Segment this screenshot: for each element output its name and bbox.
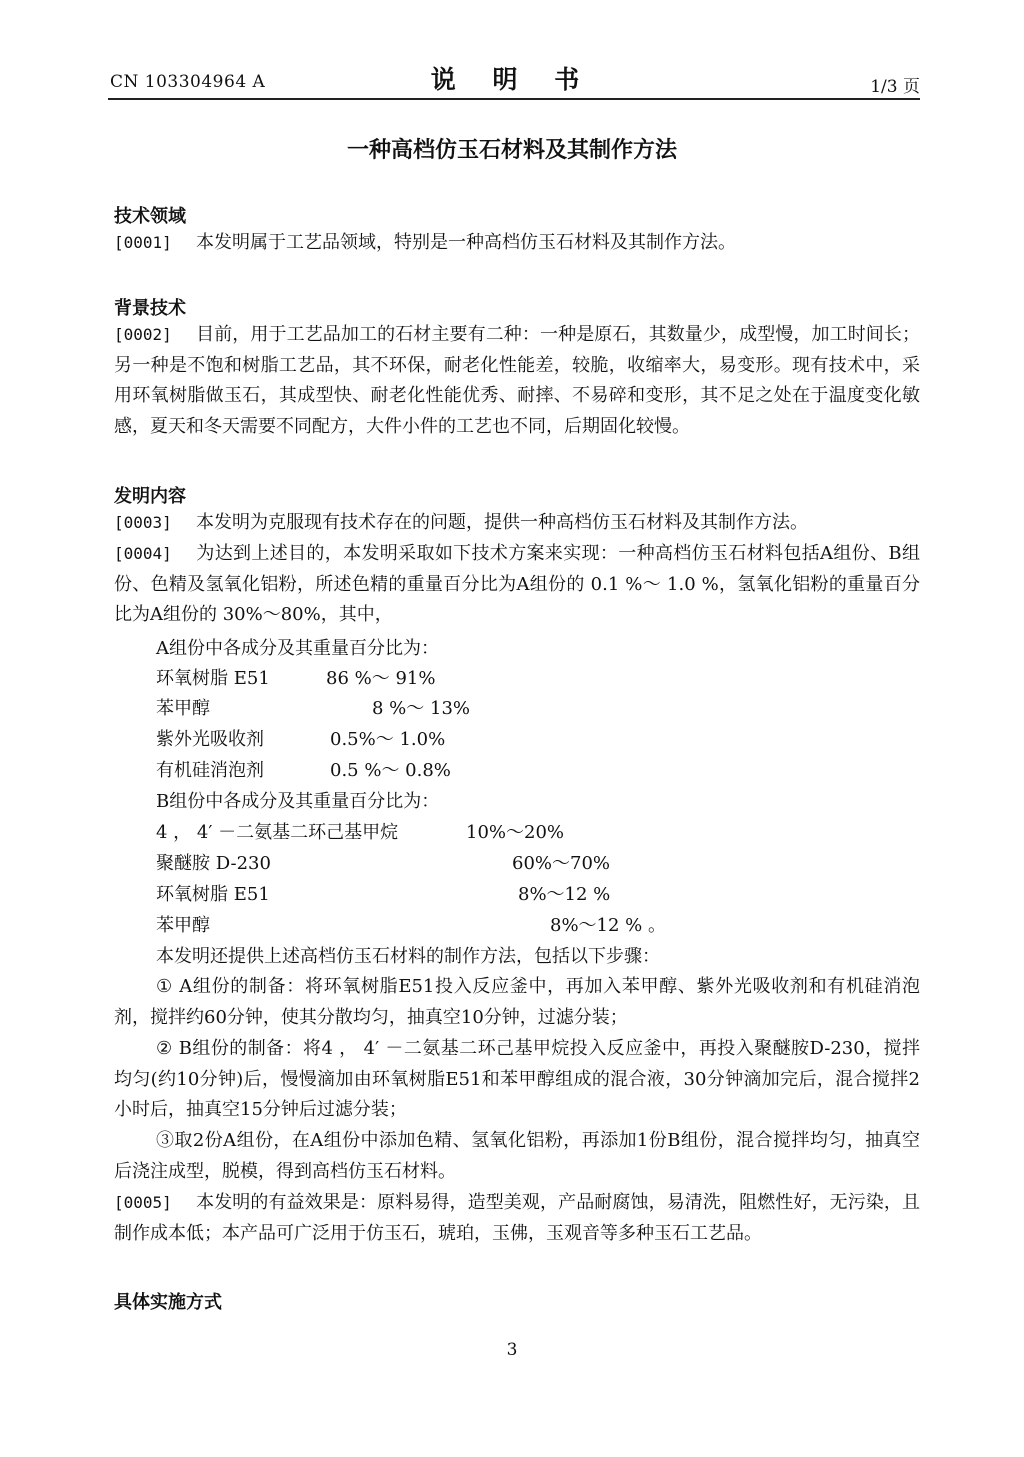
- a-item-pct: 0.5%～ 1.0%: [330, 729, 446, 750]
- paragraph-number: [0005]: [114, 1193, 172, 1212]
- b-item-name: 聚醚胺 D-230: [156, 853, 271, 874]
- document-type: 说 明 书: [430, 65, 594, 94]
- a-item-name: 紫外光吸收剂: [156, 729, 264, 750]
- section-heading-tech-field: 技术领域: [114, 206, 186, 227]
- b-item-name: 苯甲醇: [156, 915, 210, 936]
- b-item-name: 4 ， 4′ －二氨基二环己基甲烷: [156, 822, 399, 843]
- publication-number: CN 103304964 A: [110, 72, 266, 92]
- a-item-pct: 8 %～ 13%: [372, 698, 471, 719]
- b-item-pct: 8%～12 % 。: [550, 915, 667, 936]
- b-item-pct: 10%～20%: [466, 822, 565, 843]
- b-component-intro: B组份中各成分及其重量百分比为：: [156, 791, 440, 812]
- paragraph-0003: [114, 508, 920, 539]
- a-item-name: 苯甲醇: [156, 698, 210, 719]
- step-3: ③取2份A组份，在A组份中添加色精、氢氧化铝粉，再添加1份B组份，混合搅拌均匀，抽真空后浇注成型，脱模，得到高档仿玉石材料。: [114, 1130, 920, 1182]
- paragraph-text: 本发明为克服现有技术存在的问题，提供一种高档仿玉石材料及其制作方法。: [196, 512, 808, 533]
- section-heading-background: 背景技术: [114, 298, 186, 319]
- paragraph-number: [0004]: [114, 544, 172, 563]
- section-heading-embodiment: 具体实施方式: [114, 1292, 222, 1313]
- paragraph-number: [0003]: [114, 513, 172, 532]
- step-2: ② B组份的制备：将4 ， 4′ －二氨基二环己基甲烷投入反应釜中，再投入聚醚胺D-230，搅拌均匀(约10分钟)后，慢慢滴加由环氧树脂E51和苯甲醇组成的混合液，30分钟滴加完后，混合搅拌2小时后，抽真空15分钟后过滤分装；: [114, 1038, 920, 1120]
- a-item-name: 有机硅消泡剂: [156, 760, 264, 781]
- b-item-name: 环氧树脂 E51: [156, 884, 270, 905]
- method-intro: 本发明还提供上述高档仿玉石材料的制作方法，包括以下步骤：: [156, 946, 660, 967]
- paragraph-0002: [114, 320, 920, 442]
- page-indicator: 1/3 页: [870, 77, 920, 97]
- a-item-name: 环氧树脂 E51: [156, 668, 270, 689]
- paragraph-number: [0001]: [114, 233, 172, 252]
- b-item-pct: 8%～12 %: [518, 884, 611, 905]
- paragraph-number: [0002]: [114, 325, 172, 344]
- paragraph-text: 本发明的有益效果是：原料易得，造型美观，产品耐腐蚀，易清洗，阻燃性好，无污染，且制作成本低；本产品可广泛用于仿玉石，琥珀，玉佛，玉观音等多种玉石工艺品。: [114, 1192, 920, 1244]
- paragraph-text: 为达到上述目的，本发明采取如下技术方案来实现：一种高档仿玉石材料包括A组份、B组份、色精及氢氧化铝粉，所述色精的重量百分比为A组份的 0.1 %～ 1.0 %，氢氧化铝粉的重量百分比为A组份的 30%～80%，其中，: [114, 543, 920, 625]
- b-item-pct: 60%～70%: [512, 853, 611, 874]
- paragraph-0001: [114, 228, 920, 259]
- header-divider: [108, 98, 920, 100]
- a-component-intro: A组份中各成分及其重量百分比为：: [156, 638, 439, 659]
- paragraph-0004: [114, 539, 920, 631]
- a-item-pct: 0.5 %～ 0.8%: [330, 760, 451, 781]
- document-title: 一种高档仿玉石材料及其制作方法: [346, 138, 677, 163]
- paragraph-text: 目前，用于工艺品加工的石材主要有二种：一种是原石，其数量少，成型慢，加工时间长；另一种是不饱和树脂工艺品，其不环保，耐老化性能差，较脆，收缩率大，易变形。现有技术中，采用环氧树脂做玉石，其成型快、耐老化性能优秀、耐摔、不易碎和变形，其不足之处在于温度变化敏感，夏天和冬天需要不同配方，大件小件的工艺也不同，后期固化较慢。: [114, 324, 920, 437]
- paragraph-text: 本发明属于工艺品领域，特别是一种高档仿玉石材料及其制作方法。: [196, 232, 736, 253]
- page-number: 3: [506, 1340, 518, 1360]
- section-heading-invention: 发明内容: [114, 486, 186, 507]
- a-item-pct: 86 %～ 91%: [326, 668, 436, 689]
- step-1: ① A组份的制备：将环氧树脂E51投入反应釜中，再加入苯甲醇、紫外光吸收剂和有机硅消泡剂，搅拌约60分钟，使其分散均匀，抽真空10分钟，过滤分装；: [114, 976, 920, 1028]
- paragraph-0005: [114, 1188, 920, 1249]
